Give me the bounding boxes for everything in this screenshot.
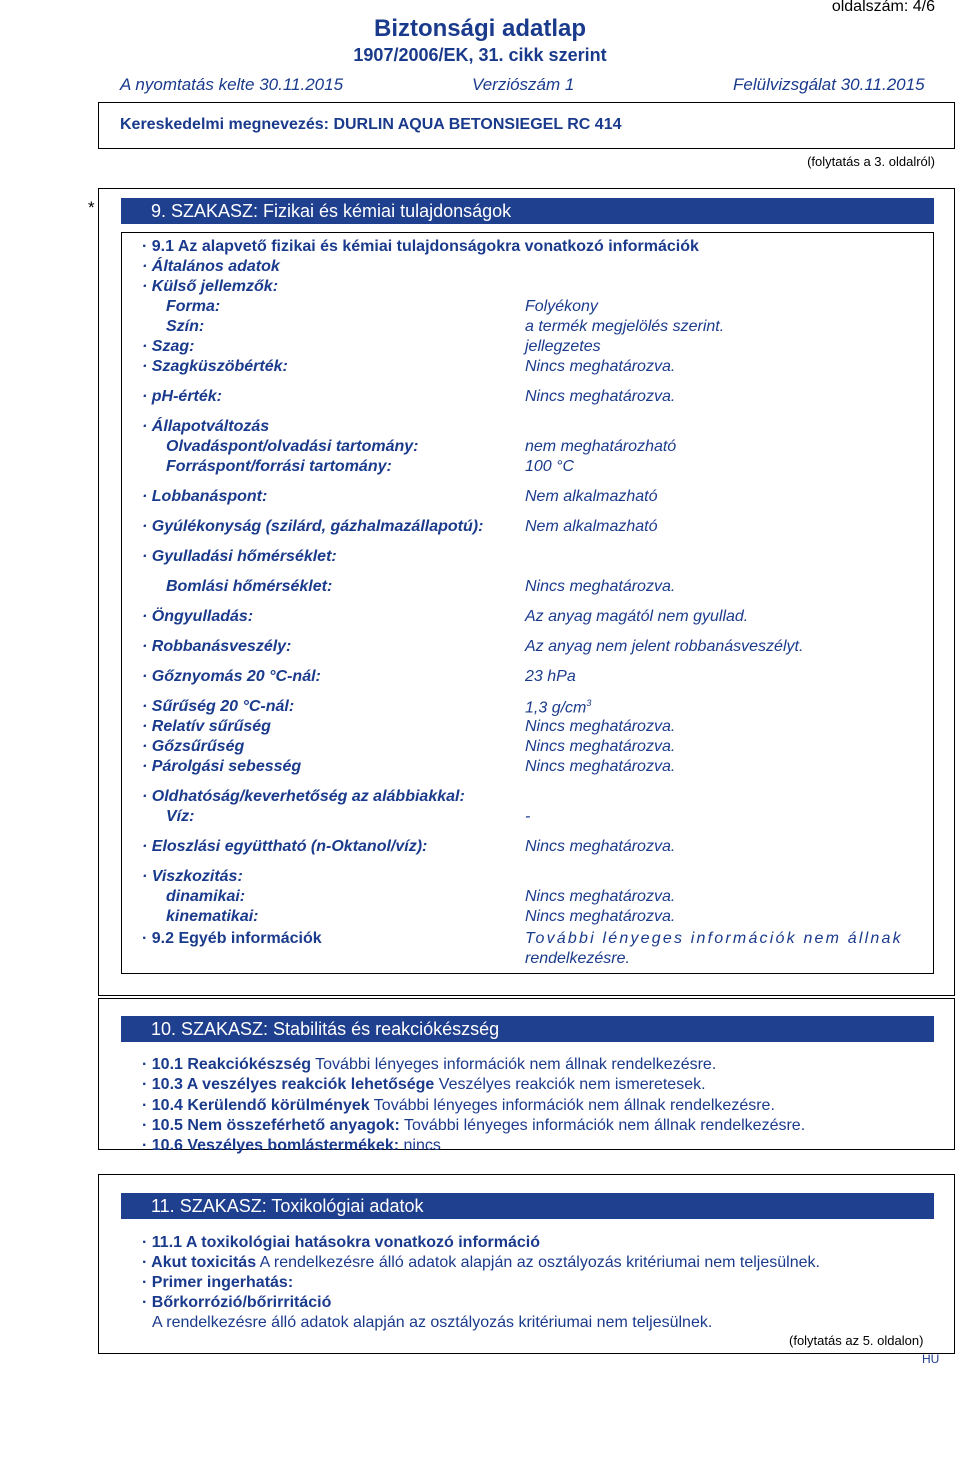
section11-item — [142, 1274, 293, 1292]
property-value: - — [525, 808, 531, 825]
section11-item-label: · Primer ingerhatás: — [142, 1274, 294, 1291]
property-value: Nincs meghatározva. — [525, 578, 676, 595]
document-title: Biztonsági adatlap — [373, 15, 587, 42]
section10-item-text: Veszélyes reakciók nem ismeretesek. — [434, 1076, 706, 1093]
version: Verziószám 1 — [472, 75, 575, 94]
property-label: · Robbanásveszély: — [142, 638, 292, 655]
property-label: · Általános adatok — [142, 258, 280, 275]
property-label: · Öngyulladás: — [142, 608, 254, 625]
property-value: Nincs meghatározva. — [525, 388, 676, 405]
revision-asterisk: * — [88, 198, 95, 217]
section10-item-text: További lényeges információk nem állnak rendelkezésre. — [399, 1117, 806, 1134]
property-value: Nincs meghatározva. — [525, 718, 676, 735]
property-label: · Szag: — [142, 338, 195, 355]
property-label: Olvadáspont/olvadási tartomány: — [166, 438, 419, 455]
property-label: · Szagküszöbérték: — [142, 358, 288, 375]
property-value: a termék megjelölés szerint. — [525, 318, 725, 335]
property-label: · 9.2 Egyéb információk — [142, 930, 322, 947]
section10-item-label: · 10.6 Veszélyes bomlástermékek: — [142, 1137, 400, 1154]
section10-item-text: További lényeges információk nem állnak rendelkezésre. — [369, 1097, 775, 1114]
section10-item — [142, 1117, 805, 1135]
section11-item — [142, 1294, 331, 1312]
property-label: · Gőzsűrűség — [142, 738, 245, 755]
section10-item-label: · 10.4 Kerülendő körülmények — [142, 1097, 370, 1114]
continued-from: (folytatás a 3. oldalról) — [807, 154, 935, 169]
property-label: · 9.1 Az alapvető fizikai és kémiai tulajdonságokra vonatkozó információk — [142, 238, 699, 255]
property-value: Nincs meghatározva. — [525, 838, 676, 855]
section10-item-label: · 10.5 Nem összeférhető anyagok: — [142, 1117, 400, 1134]
section9-title: 9. SZAKASZ: Fizikai és kémiai tulajdonságok — [121, 198, 934, 224]
property-label: · Külső jellemzők: — [142, 278, 279, 295]
property-label: · Viszkozitás: — [142, 868, 243, 885]
language-code: HU — [922, 1352, 940, 1366]
property-label: · Sűrűség 20 °C-nál: — [142, 698, 295, 715]
property-value: Nem alkalmazható — [525, 518, 658, 535]
other-info-continuation: rendelkezésre. — [525, 950, 630, 967]
property-value: Nincs meghatározva. — [525, 358, 676, 375]
property-value: 23 hPa — [525, 668, 576, 685]
section11-item-label: · 11.1 A toxikológiai hatásokra vonatkozó információ — [142, 1234, 541, 1251]
property-label: · Gőznyomás 20 °C-nál: — [142, 668, 321, 685]
section10-item — [142, 1056, 716, 1074]
print-date: A nyomtatás kelte 30.11.2015 — [120, 75, 344, 94]
property-label: · Lobbanáspont: — [142, 488, 268, 505]
property-value: Nincs meghatározva. — [525, 738, 676, 755]
property-label: Forráspont/forrási tartomány: — [166, 458, 392, 475]
property-label: · Gyulladási hőmérséklet: — [142, 548, 337, 565]
section10-item-text: További lényeges információk nem állnak rendelkezésre. — [311, 1056, 717, 1073]
property-label: dinamikai: — [166, 888, 246, 905]
property-value: 1,3 $g/cm^3$ — [525, 698, 592, 717]
property-label: · Állapotváltozás — [142, 418, 270, 435]
property-value: nem meghatározható — [525, 438, 677, 455]
property-value: Az anyag magától nem gyullad. — [525, 608, 749, 625]
trade-name: Kereskedelmi megnevezés: DURLIN AQUA BETONSIEGEL RC 414 — [120, 116, 622, 133]
section10-item-label: · 10.3 A veszélyes reakciók lehetősége — [142, 1076, 435, 1093]
property-value: jellegzetes — [525, 338, 601, 355]
property-label: · Eloszlási együttható (n-Oktanol/víz): — [142, 838, 428, 855]
section11-item — [142, 1234, 540, 1252]
review-date: Felülvizsgálat 30.11.2015 — [733, 75, 925, 94]
section11-item-text: A rendelkezésre álló adatok alapján az osztályozás kritériumai nem teljesülnek. — [256, 1254, 820, 1271]
property-label: · Relatív sűrűség — [142, 718, 271, 735]
property-label: · Gyúlékonyság (szilárd, gázhalmazállapotú): — [142, 518, 484, 535]
density-unit-superscript: 3 — [586, 698, 592, 708]
property-label: · Oldhatóság/keverhetőség az alábbiakkal: — [142, 788, 465, 805]
section11-item — [142, 1254, 820, 1272]
property-value: Az anyag nem jelent robbanásveszélyt. — [525, 638, 804, 655]
section11-title: 11. SZAKASZ: Toxikológiai adatok — [121, 1193, 934, 1219]
document-subtitle: 1907/2006/EK, 31. cikk szerint — [353, 45, 607, 65]
property-label: · pH-érték: — [142, 388, 223, 405]
section10-item — [142, 1097, 775, 1115]
property-value: 100 °C — [525, 458, 575, 475]
property-value: További lényeges információk nem állnak — [525, 930, 903, 947]
property-label: Bomlási hőmérséklet: — [166, 578, 333, 595]
property-value: Nincs meghatározva. — [525, 758, 676, 775]
page-number: oldalszám: 4/6 — [831, 0, 935, 15]
property-label: · Párolgási sebesség — [142, 758, 302, 775]
section10-item-label: · 10.1 Reakciókészség — [142, 1056, 311, 1073]
property-label: Forma: — [166, 298, 221, 315]
property-label: Szín: — [166, 318, 205, 335]
section11-item-label: · Bőrkorrózió/bőrirritáció — [142, 1294, 332, 1311]
property-value: Nincs meghatározva. — [525, 908, 676, 925]
section10-item-text: nincs — [399, 1137, 441, 1154]
section10-item — [142, 1076, 706, 1094]
section10-item — [142, 1137, 441, 1155]
section11-item-label: · Akut toxicitás — [142, 1254, 257, 1271]
property-value: Folyékony — [525, 298, 598, 315]
property-label: Víz: — [166, 808, 195, 825]
property-label: kinematikai: — [166, 908, 259, 925]
property-value: Nincs meghatározva. — [525, 888, 676, 905]
continued-to: (folytatás az 5. oldalon) — [789, 1333, 924, 1348]
property-value: Nem alkalmazható — [525, 488, 658, 505]
skin-irritation-text: A rendelkezésre álló adatok alapján az osztályozás kritériumai nem teljesülnek. — [152, 1314, 713, 1331]
section10-title: 10. SZAKASZ: Stabilitás és reakciókészség — [121, 1016, 934, 1042]
